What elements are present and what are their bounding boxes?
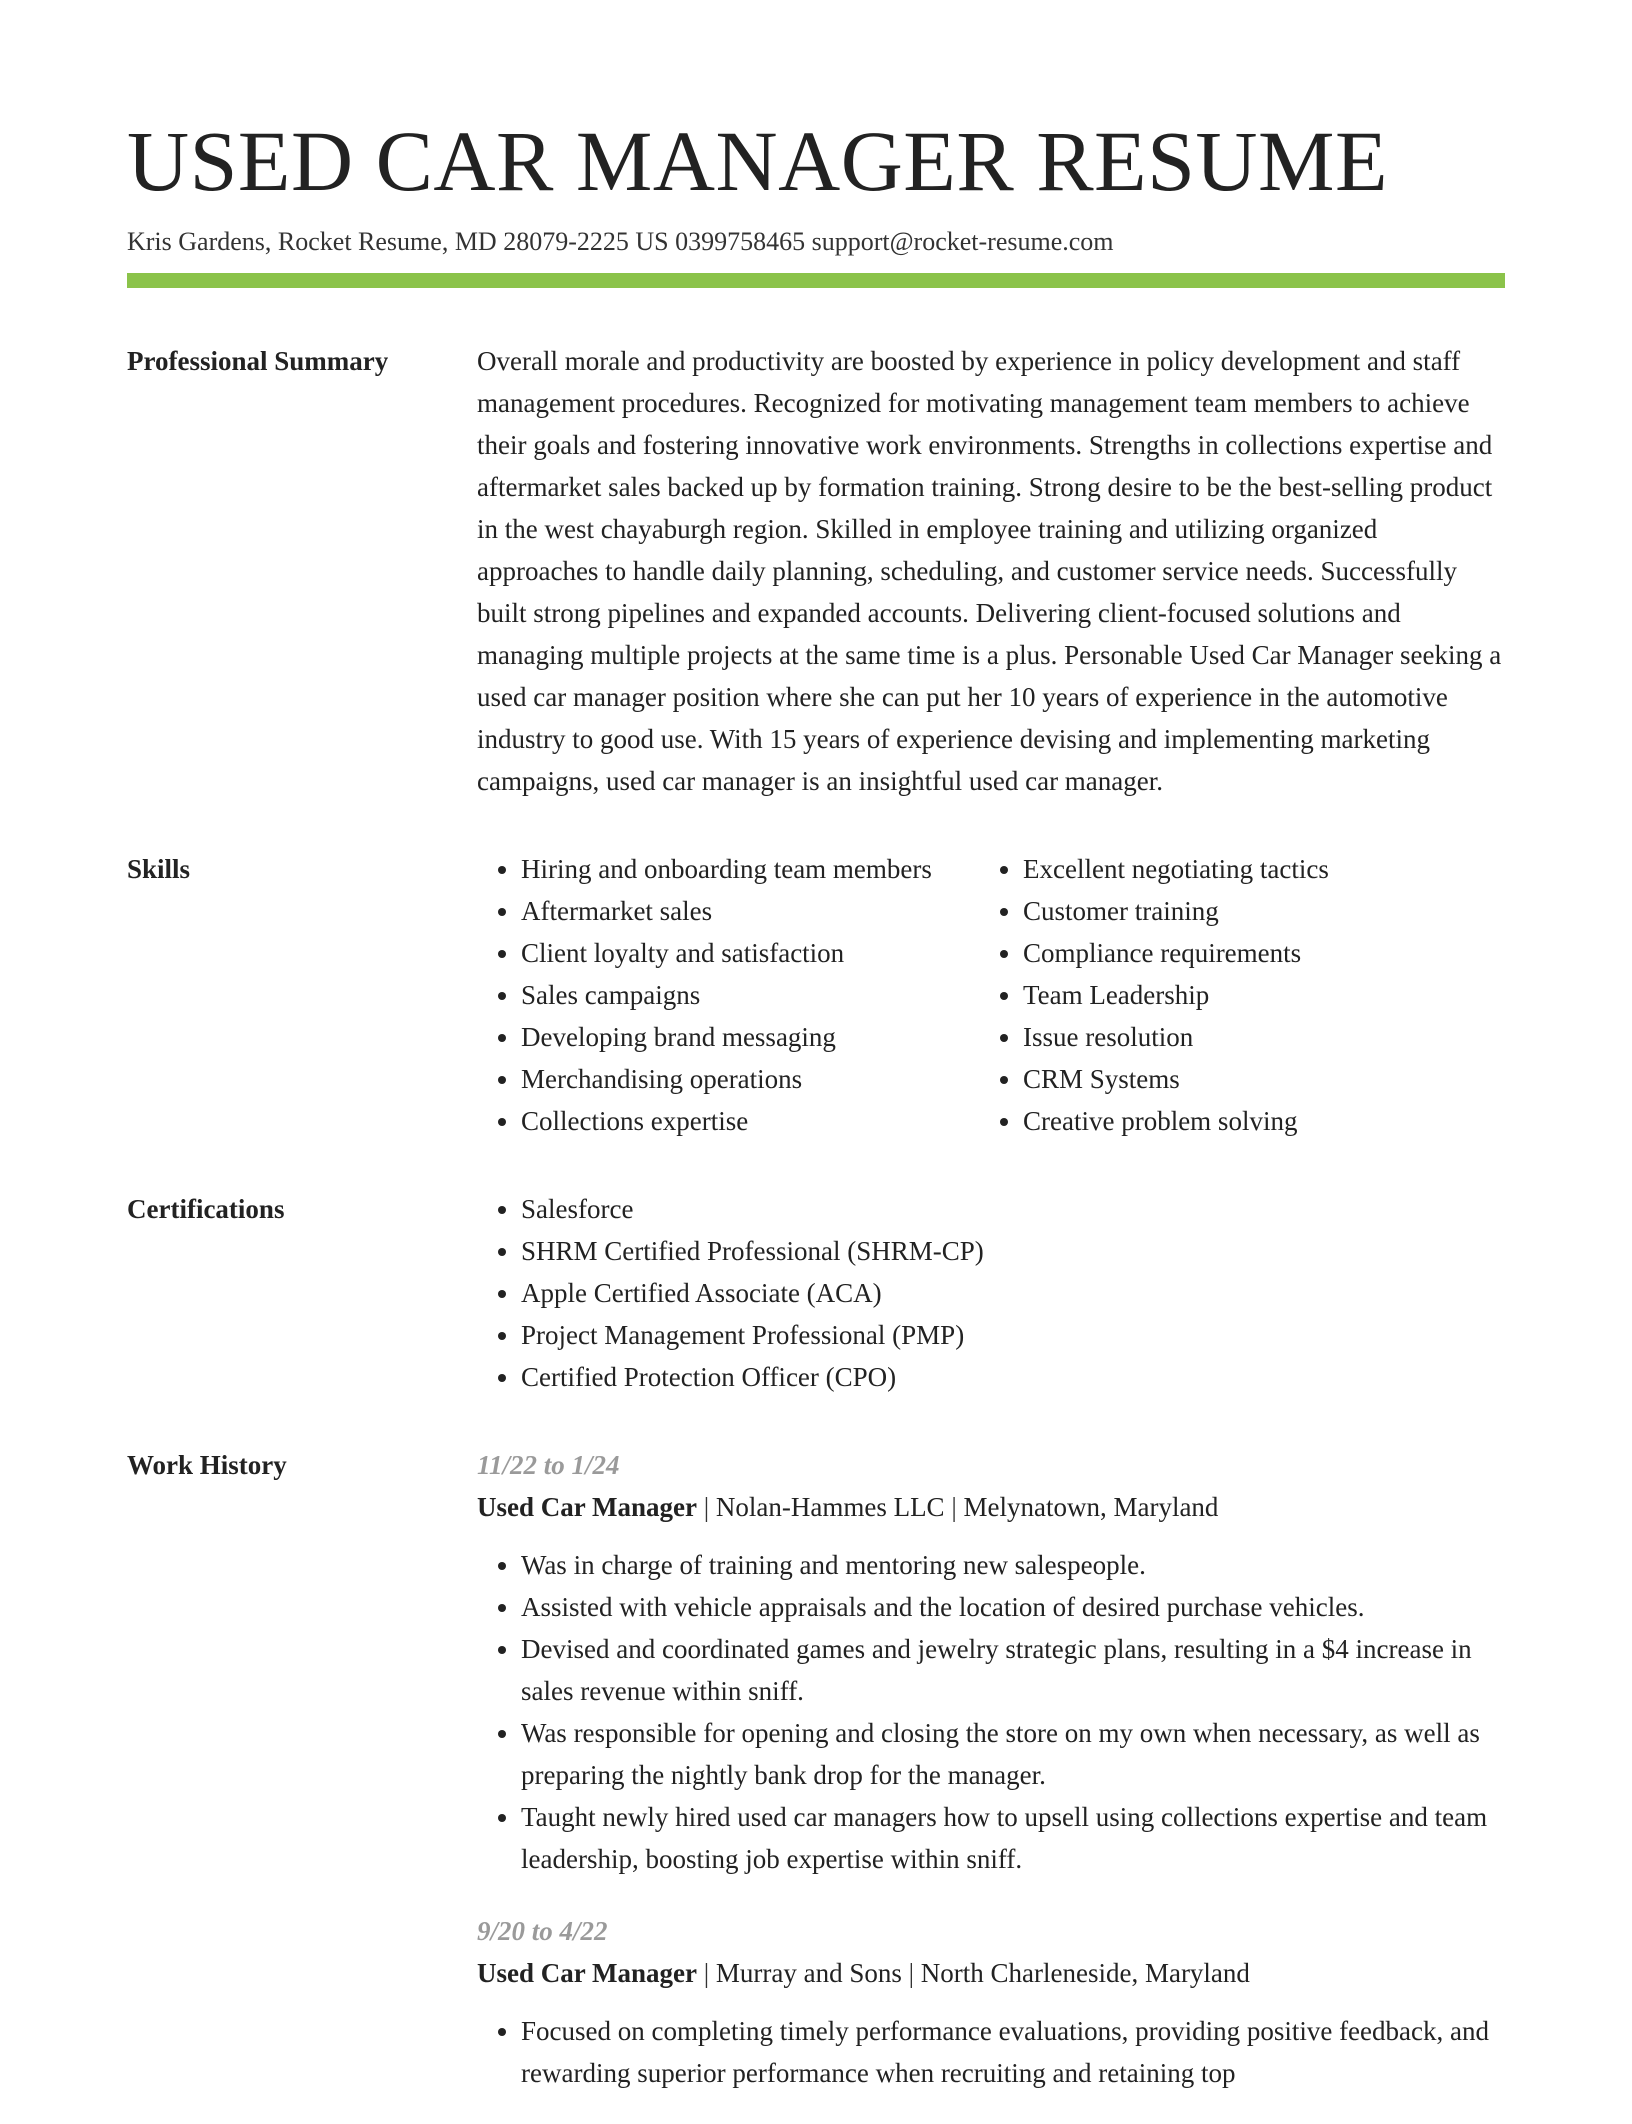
job-heading xyxy=(477,1952,1505,1994)
skills-list-right xyxy=(979,848,1443,1142)
job-title: Used Car Manager xyxy=(477,1492,697,1523)
summary-text: Overall morale and productivity are boosted by experience in policy development and staff management procedures. Recognized for motivating management team members to achieve their goals and fostering innovative work environments. Strengths in collections expertise and aftermarket sales backed up by formation training. Strong desire to be the best-selling product in the west chayaburgh region. Skilled in employee training and utilizing organized approaches to handle daily planning, scheduling, and customer service needs. Successfully built strong pipelines and expanded accounts. Delivering client-focused solutions and managing multiple projects at the same time is a plus. Personable Used Car Manager seeking a used car manager position where she can put her 10 years of experience in the automotive industry to good use. With 15 years of experience devising and implementing marketing campaigns, used car manager is an insightful used car manager. xyxy=(477,346,1502,797)
certifications-section xyxy=(127,1188,1505,1398)
summary-heading: Professional Summary xyxy=(127,346,389,377)
job-location: North Charleneside, Maryland xyxy=(920,1958,1250,1989)
skill-item: • Hiring and onboarding team members xyxy=(521,848,979,890)
job-duty: • Taught newly hired used car managers how to upsell using collections expertise and team leadership, boosting job expertise within sniff. xyxy=(521,1796,1505,1880)
skill-item: • Collections expertise xyxy=(521,1100,979,1142)
job-duty: • Assisted with vehicle appraisals and the location of desired purchase vehicles. xyxy=(521,1586,1505,1628)
job-duty: • Was responsible for opening and closing the store on my own when necessary, as well as preparing the nightly bank drop for the manager. xyxy=(521,1712,1505,1796)
skills-heading: Skills xyxy=(127,854,191,885)
certifications-body xyxy=(477,1188,1505,1398)
work-history-section xyxy=(127,1444,1505,2124)
certifications-list xyxy=(477,1188,1505,1398)
job-dates: 11/22 to 1/24 xyxy=(477,1450,620,1481)
work-history-heading: Work History xyxy=(127,1450,287,1481)
skill-item: • Compliance requirements xyxy=(1023,932,1443,974)
job-duty: • Devised and coordinated games and jewelry strategic plans, resulting in a $4 increase in sales revenue within sniff. xyxy=(521,1628,1505,1712)
skill-item: • Developing brand messaging xyxy=(521,1016,979,1058)
certification-item: • Salesforce xyxy=(521,1188,1505,1230)
certification-item: • SHRM Certified Professional (SHRM-CP) xyxy=(521,1230,1505,1272)
skill-item: • Team Leadership xyxy=(1023,974,1443,1016)
skill-item: • Creative problem solving xyxy=(1023,1100,1443,1142)
job-entry xyxy=(477,1910,1505,2094)
job-duties-list xyxy=(477,2010,1505,2094)
job-separator: | xyxy=(944,1492,964,1523)
job-location: Melynatown, Maryland xyxy=(963,1492,1219,1523)
work-history-body xyxy=(477,1444,1505,2124)
job-duty: • Was in charge of training and mentoring new salespeople. xyxy=(521,1544,1505,1586)
job-title: Used Car Manager xyxy=(477,1958,697,1989)
job-dates: 9/20 to 4/22 xyxy=(477,1916,608,1947)
summary-body xyxy=(477,340,1505,802)
skill-item: • CRM Systems xyxy=(1023,1058,1443,1100)
skills-section xyxy=(127,848,1505,1142)
certification-item: • Project Management Professional (PMP) xyxy=(521,1314,1505,1356)
job-separator: | xyxy=(696,1492,716,1523)
skills-body xyxy=(477,848,1505,1142)
skill-item: • Excellent negotiating tactics xyxy=(1023,848,1443,890)
job-separator: | xyxy=(901,1958,921,1989)
job-entry xyxy=(477,1444,1505,1880)
job-duty: • Focused on completing timely performance evaluations, providing positive feedback, and rewarding superior performance when recruiting and retaining top xyxy=(521,2010,1505,2094)
job-company: Murray and Sons xyxy=(715,1958,902,1989)
skill-item: • Customer training xyxy=(1023,890,1443,932)
certification-item: • Certified Protection Officer (CPO) xyxy=(521,1356,1505,1398)
contact-line: Kris Gardens, Rocket Resume, MD 28079-2225 US 0399758465 support@rocket-resume.com xyxy=(127,227,1114,256)
job-separator: | xyxy=(696,1958,716,1989)
job-heading xyxy=(477,1486,1505,1528)
skill-item: • Client loyalty and satisfaction xyxy=(521,932,979,974)
skill-item: • Aftermarket sales xyxy=(521,890,979,932)
summary-section xyxy=(127,340,1505,802)
resume-title: USED CAR MANAGER RESUME xyxy=(127,113,1389,209)
accent-divider xyxy=(127,273,1505,288)
job-company: Nolan-Hammes LLC xyxy=(715,1492,945,1523)
certification-item: • Apple Certified Associate (ACA) xyxy=(521,1272,1505,1314)
skills-list-left xyxy=(477,848,979,1142)
skill-item: • Sales campaigns xyxy=(521,974,979,1016)
skill-item: • Merchandising operations xyxy=(521,1058,979,1100)
certifications-heading: Certifications xyxy=(127,1194,285,1225)
job-duties-list xyxy=(477,1544,1505,1880)
skill-item: • Issue resolution xyxy=(1023,1016,1443,1058)
